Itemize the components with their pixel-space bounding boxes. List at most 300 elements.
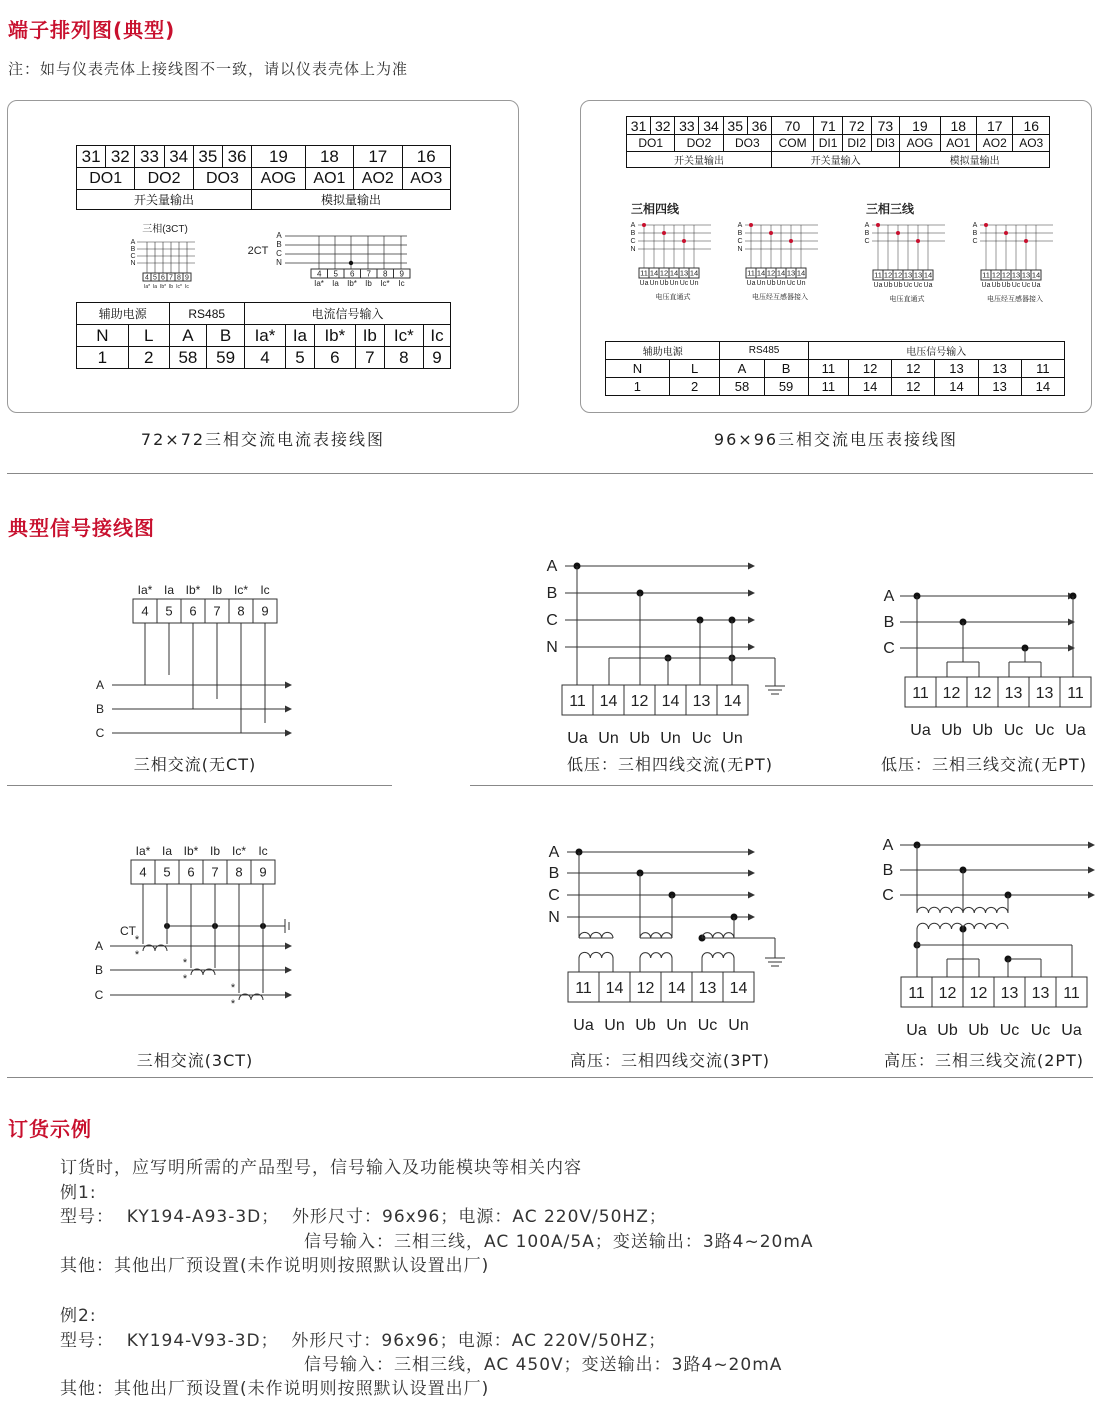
terminal-signal: AO1	[940, 135, 976, 152]
terminal-signal: 13	[978, 360, 1021, 378]
phase-label: B	[864, 230, 870, 237]
terminal-number: 7	[211, 864, 219, 880]
caption-hv-3p3w: 高压：三相三线交流(2PT)	[883, 1051, 1085, 1070]
terminal-number: 34	[164, 146, 193, 168]
pt-coil	[702, 933, 734, 938]
arrow-head	[748, 892, 755, 899]
terminal-number: 12	[991, 270, 1001, 280]
signal-label: Un	[796, 280, 806, 287]
signal-label: Ua	[906, 1022, 927, 1039]
signal-label: Ia*	[143, 284, 151, 290]
terminal-number: 13	[1004, 684, 1023, 702]
diagram-lv-3p4w	[535, 550, 795, 750]
terminal-number: 4	[141, 603, 149, 619]
terminal-number: 7	[366, 269, 371, 279]
phase-label: A	[630, 222, 636, 229]
phase-label: N	[630, 246, 636, 253]
example-1-model: 型号： KY194-A93-3D； 外形尺寸：96x96；电源：AC 220V/50HZ；	[60, 1207, 667, 1227]
arrow-head	[285, 992, 292, 999]
terminal-number: 12	[883, 270, 893, 280]
left-bottom-terminal-table	[76, 302, 451, 369]
terminal-number: 11	[982, 270, 990, 280]
group-ao: 模拟量输出	[900, 152, 1050, 168]
signal-label: Ua	[573, 1017, 594, 1034]
mini-title: 2CT	[247, 245, 269, 257]
signal-label: Ia	[152, 284, 158, 290]
signal-label: Ub	[968, 1022, 989, 1039]
phase-label: A	[864, 222, 870, 229]
terminal-number: 8	[237, 603, 245, 619]
terminal-signal: 13	[935, 360, 978, 378]
signal-label: Ua	[1065, 722, 1086, 739]
junction-dot	[682, 239, 686, 243]
arrow-head	[285, 967, 292, 974]
phase-label: B	[882, 862, 894, 879]
phase-label: A	[737, 222, 743, 229]
polarity-mark: *	[134, 934, 140, 946]
phase-label: C	[130, 253, 136, 260]
caption-3ct: 三相交流(3CT)	[136, 1051, 254, 1070]
terminal-number: 14	[729, 979, 748, 997]
terminal-number: 12	[630, 692, 649, 710]
terminal-number: 9	[185, 274, 189, 282]
right-mini-diagrams	[625, 212, 1065, 312]
terminal-signal: B	[207, 325, 245, 347]
terminal-number: 19	[252, 146, 306, 168]
phase-label: B	[972, 230, 978, 237]
junction-dot	[896, 231, 900, 235]
terminal-number: 16	[1013, 117, 1050, 135]
signal-label: Ua	[639, 280, 649, 287]
phase-label: C	[95, 726, 105, 740]
terminal-signal: AO1	[305, 168, 353, 190]
phase-label: A	[94, 939, 104, 953]
terminal-number: 1	[606, 378, 670, 396]
signal-label: Uc	[679, 280, 689, 287]
terminal-number: 70	[771, 117, 813, 135]
terminal-number: 14	[605, 979, 624, 997]
terminal-signal: 11	[808, 360, 848, 378]
polarity-mark: *	[230, 998, 236, 1010]
terminal-number: 12	[973, 684, 992, 702]
terminal-signal: AO2	[354, 168, 402, 190]
terminal-number: 33	[675, 117, 699, 135]
signal-label: Ia*	[314, 279, 324, 288]
signal-label: Ib	[168, 284, 174, 290]
signal-label: Un	[666, 1017, 687, 1034]
signal-label: Ic	[398, 279, 405, 288]
terminal-number: 34	[699, 117, 723, 135]
arrow-head	[748, 617, 755, 624]
terminal-number: 13	[692, 692, 711, 710]
terminal-number: 14	[776, 268, 786, 278]
terminal-number: 14	[661, 692, 680, 710]
polarity-mark: *	[230, 982, 236, 994]
right-bottom-terminal-table	[605, 341, 1065, 396]
terminal-number: 6	[161, 274, 165, 282]
terminal-number: 4	[139, 864, 147, 880]
signal-label: Ub	[883, 282, 893, 289]
terminal-number: 11	[747, 268, 755, 278]
terminal-number: 11	[575, 979, 592, 997]
terminal-number: 11	[808, 378, 848, 396]
terminal-signal: 11	[1021, 360, 1064, 378]
signal-label: Ub	[659, 280, 669, 287]
terminal-number: 12	[636, 979, 655, 997]
terminal-number: 14	[689, 268, 699, 278]
phase-label: C	[548, 887, 560, 904]
voltage-input-head: 电压信号输入	[808, 342, 1064, 360]
terminal-number: 73	[871, 117, 900, 135]
terminal-number: 6	[187, 864, 195, 880]
terminal-number: 19	[900, 117, 940, 135]
signal-label: Ib	[209, 844, 221, 858]
arrow-head	[1068, 619, 1075, 626]
diagram-hv-3p4w	[535, 838, 795, 1038]
right-top-terminal-table	[626, 116, 1050, 168]
diagram-3ct	[80, 838, 320, 1013]
terminal-signal: 12	[892, 360, 935, 378]
signal-label: Ib*	[347, 279, 357, 288]
terminal-signal: DO3	[723, 135, 771, 152]
signal-label: Uc	[1034, 722, 1055, 739]
arrow-head	[748, 849, 755, 856]
pt-coil	[917, 907, 963, 913]
phase-label: C	[276, 249, 282, 258]
terminal-number: 4	[145, 274, 149, 282]
terminal-signal: COM	[771, 135, 813, 152]
terminal-number: 71	[814, 117, 843, 135]
phase-label: N	[546, 639, 558, 656]
divider-1	[7, 473, 1093, 474]
terminal-number: 14	[1021, 378, 1064, 396]
phase-label: B	[630, 230, 636, 237]
aux-power-head-r: 辅助电源	[606, 342, 720, 360]
junction-dot	[749, 223, 753, 227]
order-intro: 订货时，应写明所需的产品型号，信号输入及功能模块等相关内容	[60, 1158, 582, 1178]
section-title-terminal: 端子排列图(典型)	[8, 18, 176, 42]
terminal-number: 12	[766, 268, 776, 278]
signal-label: Uc	[903, 282, 913, 289]
terminal-number: 11	[640, 268, 648, 278]
phase-label: C	[864, 238, 870, 245]
terminal-signal: B	[764, 360, 808, 378]
terminal-signal: Ia	[286, 325, 315, 347]
terminal-signal: L	[669, 360, 720, 378]
signal-label: Un	[689, 280, 699, 287]
terminal-number: 11	[908, 984, 925, 1002]
left-top-terminal-table	[76, 145, 451, 210]
phase-label: B	[94, 963, 104, 977]
terminal-number: 17	[354, 146, 402, 168]
signal-label: Un	[649, 280, 659, 287]
signal-label: Ia	[161, 844, 173, 858]
phase-label: N	[276, 258, 282, 267]
signal-label: Ic	[185, 284, 189, 290]
wiring-type-label: 电压经互感器接入	[752, 294, 808, 301]
example-2-label: 例2:	[60, 1306, 97, 1326]
terminal-number: 18	[305, 146, 353, 168]
signal-label: Ic	[258, 844, 268, 858]
phase-label: C	[883, 640, 895, 657]
terminal-signal: A	[720, 360, 764, 378]
example-1-input: 信号输入：三相三线，AC 100A/5A；变送输出：3路4~20mA	[304, 1232, 814, 1252]
arrow-head	[1088, 842, 1095, 849]
diagram-hv-3p3w	[875, 833, 1095, 1043]
phase-label: N	[130, 260, 136, 267]
phase-label: B	[130, 246, 136, 253]
signal-label: Uc	[697, 1017, 718, 1034]
terminal-number: 8	[383, 269, 388, 279]
polarity-mark: *	[134, 949, 140, 961]
terminal-signal: DO2	[675, 135, 723, 152]
ct-label: CT	[120, 924, 136, 938]
wiring-type-label: 电压直通式	[655, 294, 691, 301]
phase-label: B	[95, 702, 105, 716]
arrow-head	[285, 682, 292, 689]
signal-label: Uc	[913, 282, 923, 289]
phase-label: A	[972, 222, 978, 229]
terminal-number: 5	[153, 274, 157, 282]
signal-label: Ia*	[137, 583, 153, 597]
terminal-note: 注：如与仪表壳体上接线图不一致，请以仪表壳体上为准	[8, 60, 409, 78]
terminal-signal: Ib*	[314, 325, 355, 347]
pt-coil	[640, 953, 672, 958]
terminal-number: 13	[679, 268, 689, 278]
group-analog-output: 模拟量输出	[252, 190, 451, 210]
junction-dot	[769, 231, 773, 235]
arrow-head	[1068, 645, 1075, 652]
left-mini-diagrams	[125, 220, 425, 295]
terminal-number: 16	[402, 146, 451, 168]
terminal-number: 8	[235, 864, 243, 880]
terminal-signal: AO3	[1013, 135, 1050, 152]
signal-label: Ub	[991, 282, 1001, 289]
terminal-number: 7	[169, 274, 173, 282]
terminal-signal: N	[77, 325, 129, 347]
arrow-head	[748, 563, 755, 570]
terminal-number: 5	[286, 347, 315, 369]
phase-label: N	[548, 909, 560, 926]
terminal-signal: Ic	[424, 325, 451, 347]
junction-dot	[916, 239, 920, 243]
junction-dot	[789, 239, 793, 243]
terminal-number: 14	[669, 268, 679, 278]
terminal-number: 14	[667, 979, 686, 997]
pt-coil	[963, 923, 1008, 929]
signal-label: Un	[722, 730, 743, 747]
caption-lv-3p4w: 低压：三相四线交流(无PT)	[567, 755, 773, 774]
terminal-number: 14	[1031, 270, 1041, 280]
terminal-number: 12	[942, 684, 961, 702]
divider-2a	[7, 785, 392, 786]
signal-label: Ub	[629, 730, 650, 747]
arrow-head	[285, 943, 292, 950]
terminal-number: 2	[128, 347, 169, 369]
terminal-signal: AO3	[402, 168, 451, 190]
signal-label: Ua	[1061, 1022, 1082, 1039]
example-2-other: 其他：其他出厂预设置(未作说明则按照默认设置出厂)	[60, 1379, 490, 1399]
signal-label: Un	[776, 280, 786, 287]
signal-label: Uc	[1021, 282, 1031, 289]
signal-label: Ua	[1031, 282, 1041, 289]
rs485-head: RS485	[169, 303, 244, 325]
group-do: 开关量输出	[627, 152, 772, 168]
terminal-signal: Ia*	[244, 325, 285, 347]
terminal-number: 13	[1035, 684, 1054, 702]
terminal-number: 5	[163, 864, 171, 880]
terminal-number: 11	[1067, 684, 1084, 702]
signal-label: Ub	[1001, 282, 1011, 289]
diagram-no-ct	[80, 575, 320, 755]
terminal-signal: DI1	[814, 135, 843, 152]
signal-label: Un	[756, 280, 766, 287]
diagram-lv-3p3w	[875, 580, 1095, 750]
group-switch-output: 开关量输出	[77, 190, 252, 210]
junction-dot	[662, 231, 666, 235]
signal-label: Ib*	[159, 284, 167, 290]
terminal-number: 59	[764, 378, 808, 396]
divider-2b	[470, 785, 1093, 786]
section-title-signal: 典型信号接线图	[8, 516, 155, 540]
title-3p3w: 三相三线	[866, 202, 915, 216]
terminal-signal: DO1	[627, 135, 675, 152]
example-2-model: 型号： KY194-V93-3D； 外形尺寸：96x96；电源：AC 220V/50HZ；	[60, 1331, 667, 1351]
pt-coil	[579, 932, 613, 938]
signal-label: Ub	[937, 1022, 958, 1039]
signal-label: Un	[728, 1017, 749, 1034]
arrow-head	[285, 706, 292, 713]
terminal-number: 14	[723, 692, 742, 710]
terminal-signal: AOG	[900, 135, 940, 152]
pt-coil	[702, 953, 734, 958]
signal-label: Ua	[873, 282, 883, 289]
terminal-number: 11	[1063, 984, 1080, 1002]
phase-label: C	[94, 988, 104, 1002]
terminal-number: 14	[935, 378, 978, 396]
terminal-number: 1	[77, 347, 129, 369]
phase-label: C	[972, 238, 978, 245]
phase-label: B	[737, 230, 743, 237]
caption-lv-3p3w: 低压：三相三线交流(无PT)	[881, 755, 1087, 774]
signal-label: Un	[669, 280, 679, 287]
caption-96: 96×96三相交流电压表接线图	[713, 430, 959, 449]
terminal-signal: DI2	[842, 135, 871, 152]
signal-label: Un	[598, 730, 619, 747]
polarity-mark: *	[182, 973, 188, 985]
terminal-number: 17	[977, 117, 1013, 135]
terminal-number: 31	[77, 146, 106, 168]
mini-title: 三相(3CT)	[142, 224, 188, 235]
signal-label: Ub	[635, 1017, 656, 1034]
caption-no-ct: 三相交流(无CT)	[133, 755, 257, 774]
phase-label: B	[276, 240, 282, 249]
arrow-head	[748, 870, 755, 877]
signal-label: Ia	[163, 583, 175, 597]
terminal-number: 6	[314, 347, 355, 369]
terminal-number: 4	[317, 269, 322, 279]
wiring-type-label: 电压经互感器接入	[987, 296, 1043, 303]
junction-dot	[876, 223, 880, 227]
terminal-signal: Ib	[355, 325, 384, 347]
terminal-number: 13	[1021, 270, 1031, 280]
signal-label: Ua	[981, 282, 991, 289]
terminal-signal: DO2	[135, 168, 193, 190]
arrow-head	[285, 730, 292, 737]
junction-dot	[984, 223, 988, 227]
signal-label: Ua	[746, 280, 756, 287]
terminal-number: 5	[333, 269, 338, 279]
phase-label: B	[548, 865, 560, 882]
terminal-signal: 12	[849, 360, 892, 378]
terminal-number: 13	[903, 270, 913, 280]
signal-label: Ic*	[176, 284, 182, 290]
group-di: 开关量输入	[771, 152, 899, 168]
terminal-number: 35	[723, 117, 747, 135]
pt-coil	[963, 907, 1008, 913]
terminal-number: 9	[261, 603, 269, 619]
terminal-number: 12	[969, 984, 988, 1002]
polarity-mark: *	[182, 957, 188, 969]
terminal-number: 13	[698, 979, 717, 997]
terminal-number: 58	[720, 378, 764, 396]
signal-label: Uc	[999, 1022, 1020, 1039]
terminal-number: 9	[259, 864, 267, 880]
divider-3	[7, 1077, 1093, 1078]
signal-label: Ub	[972, 722, 993, 739]
terminal-number: 72	[842, 117, 871, 135]
terminal-number: 13	[786, 268, 796, 278]
terminal-number: 13	[1000, 984, 1019, 1002]
signal-label: Ic*	[233, 583, 249, 597]
terminal-number: 2	[669, 378, 720, 396]
terminal-number: 13	[1011, 270, 1021, 280]
terminal-number: 12	[893, 270, 903, 280]
terminal-number: 14	[599, 692, 618, 710]
terminal-number: 6	[189, 603, 197, 619]
signal-label: Un	[660, 730, 681, 747]
pt-coil	[917, 923, 963, 929]
terminal-number: 59	[207, 347, 245, 369]
signal-label: Ib	[211, 583, 223, 597]
signal-label: Ub	[941, 722, 962, 739]
example-2-input: 信号输入：三相三线，AC 450V；变送输出：3路4~20mA	[304, 1355, 783, 1375]
terminal-number: 14	[796, 268, 806, 278]
wiring-type-label: 电压直通式	[889, 296, 925, 303]
terminal-number: 7	[355, 347, 384, 369]
phase-label: A	[130, 239, 136, 246]
terminal-number: 13	[913, 270, 923, 280]
signal-label: Ua	[923, 282, 933, 289]
signal-label: Ib	[365, 279, 372, 288]
terminal-number: 4	[244, 347, 285, 369]
section-title-order: 订货示例	[8, 1117, 92, 1141]
terminal-number: 14	[756, 268, 766, 278]
terminal-number: 14	[923, 270, 933, 280]
title-3p4w: 三相四线	[631, 202, 680, 216]
rs485-head-r: RS485	[720, 342, 808, 360]
terminal-signal: AOG	[252, 168, 306, 190]
arrow-head	[748, 914, 755, 921]
signal-label: Ia	[332, 279, 339, 288]
signal-label: Un	[604, 1017, 625, 1034]
junction-dot	[642, 223, 646, 227]
terminal-number: 11	[569, 692, 586, 710]
signal-label: Ub	[766, 280, 776, 287]
phase-label: C	[737, 238, 743, 245]
terminal-number: 9	[399, 269, 404, 279]
signal-label: Ua	[910, 722, 931, 739]
